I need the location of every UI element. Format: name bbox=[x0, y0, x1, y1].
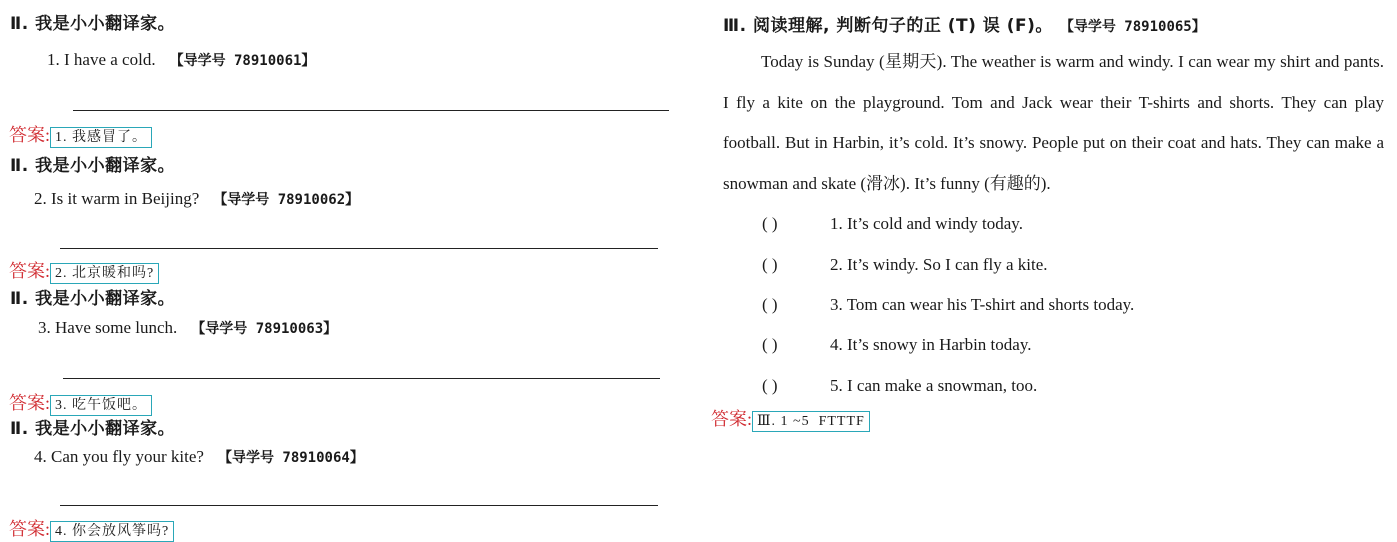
section-heading-2: Ⅱ. 我是小小翻译家。 bbox=[10, 156, 176, 176]
statement-4 bbox=[762, 335, 1031, 355]
question-3-text: 3. Have some lunch. bbox=[38, 318, 178, 337]
question-2-ref: 【导学号 78910062】 bbox=[213, 192, 360, 208]
answer-blank[interactable]: ( ) bbox=[762, 295, 778, 314]
answer-row-1 bbox=[9, 121, 152, 148]
question-4 bbox=[34, 447, 364, 467]
answer-line-3 bbox=[63, 378, 660, 379]
statement-text: 5. I can make a snowman, too. bbox=[830, 376, 1038, 395]
reading-answer-box: Ⅲ. 1 ~5 FTTTF bbox=[752, 411, 870, 432]
answer-box-2: 2. 北京暖和吗? bbox=[50, 263, 159, 284]
answer-line-1 bbox=[73, 110, 669, 111]
question-3-ref: 【导学号 78910063】 bbox=[191, 321, 338, 337]
question-1-text: 1. I have a cold. bbox=[47, 50, 156, 69]
section-heading-3: Ⅱ. 我是小小翻译家。 bbox=[10, 289, 176, 309]
answer-blank[interactable]: ( ) bbox=[762, 376, 778, 395]
question-2-text: 2. Is it warm in Beijing? bbox=[34, 189, 200, 208]
statement-text: 3. Tom can wear his T-shirt and shorts today. bbox=[830, 295, 1135, 314]
statement-2 bbox=[762, 255, 1048, 275]
statement-text: 2. It’s windy. So I can fly a kite. bbox=[830, 255, 1048, 274]
answer-blank[interactable]: ( ) bbox=[762, 214, 778, 233]
reading-answer-label: 答案: bbox=[711, 409, 753, 429]
section-heading-1: Ⅱ. 我是小小翻译家。 bbox=[10, 14, 176, 34]
statement-5 bbox=[762, 376, 1037, 396]
section-heading-4: Ⅱ. 我是小小翻译家。 bbox=[10, 419, 176, 439]
statement-text: 1. It’s cold and windy today. bbox=[830, 214, 1023, 233]
answer-label-3: 答案: bbox=[9, 393, 51, 413]
reading-answer-row bbox=[711, 405, 870, 432]
reading-section-ref: 【导学号 78910065】 bbox=[1066, 19, 1206, 35]
reading-section-header bbox=[723, 11, 1206, 36]
answer-row-4 bbox=[9, 515, 174, 542]
answer-box-4: 4. 你会放风筝吗? bbox=[50, 521, 174, 542]
statement-3 bbox=[762, 295, 1134, 315]
answer-blank[interactable]: ( ) bbox=[762, 255, 778, 274]
statement-1 bbox=[762, 214, 1023, 234]
question-4-ref: 【导学号 78910064】 bbox=[217, 450, 364, 466]
answer-line-2 bbox=[60, 248, 658, 249]
answer-row-3 bbox=[9, 389, 152, 416]
answer-blank[interactable]: ( ) bbox=[762, 335, 778, 354]
answer-box-3: 3. 吃午饭吧。 bbox=[50, 395, 152, 416]
reading-passage-text: Today is Sunday (星期天). The weather is warm and windy. I can wear my shirt and pants. I fly a kite on the playground. Tom and Jack wear their T-shirts and shorts. They can play football. But in Harbin, it’s cold. It’s snowy. People put on their coat and hats. They can make a snowman and skate (滑冰). It’s funny (有趣的). bbox=[723, 52, 1384, 193]
statement-text: 4. It’s snowy in Harbin today. bbox=[830, 335, 1032, 354]
reading-passage bbox=[723, 42, 1384, 204]
question-1-ref: 【导学号 78910061】 bbox=[169, 53, 316, 69]
question-3 bbox=[38, 318, 337, 338]
answer-label-1: 答案: bbox=[9, 125, 51, 145]
question-4-text: 4. Can you fly your kite? bbox=[34, 447, 204, 466]
reading-section-title: Ⅲ. 阅读理解, 判断句子的正 (T) 误 (F)。 bbox=[723, 16, 1053, 36]
question-2 bbox=[34, 189, 359, 209]
answer-label-4: 答案: bbox=[9, 519, 51, 539]
answer-label-2: 答案: bbox=[9, 261, 51, 281]
answer-box-1: 1. 我感冒了。 bbox=[50, 127, 152, 148]
answer-row-2 bbox=[9, 257, 159, 284]
answer-line-4 bbox=[60, 505, 658, 506]
question-1 bbox=[47, 50, 315, 70]
